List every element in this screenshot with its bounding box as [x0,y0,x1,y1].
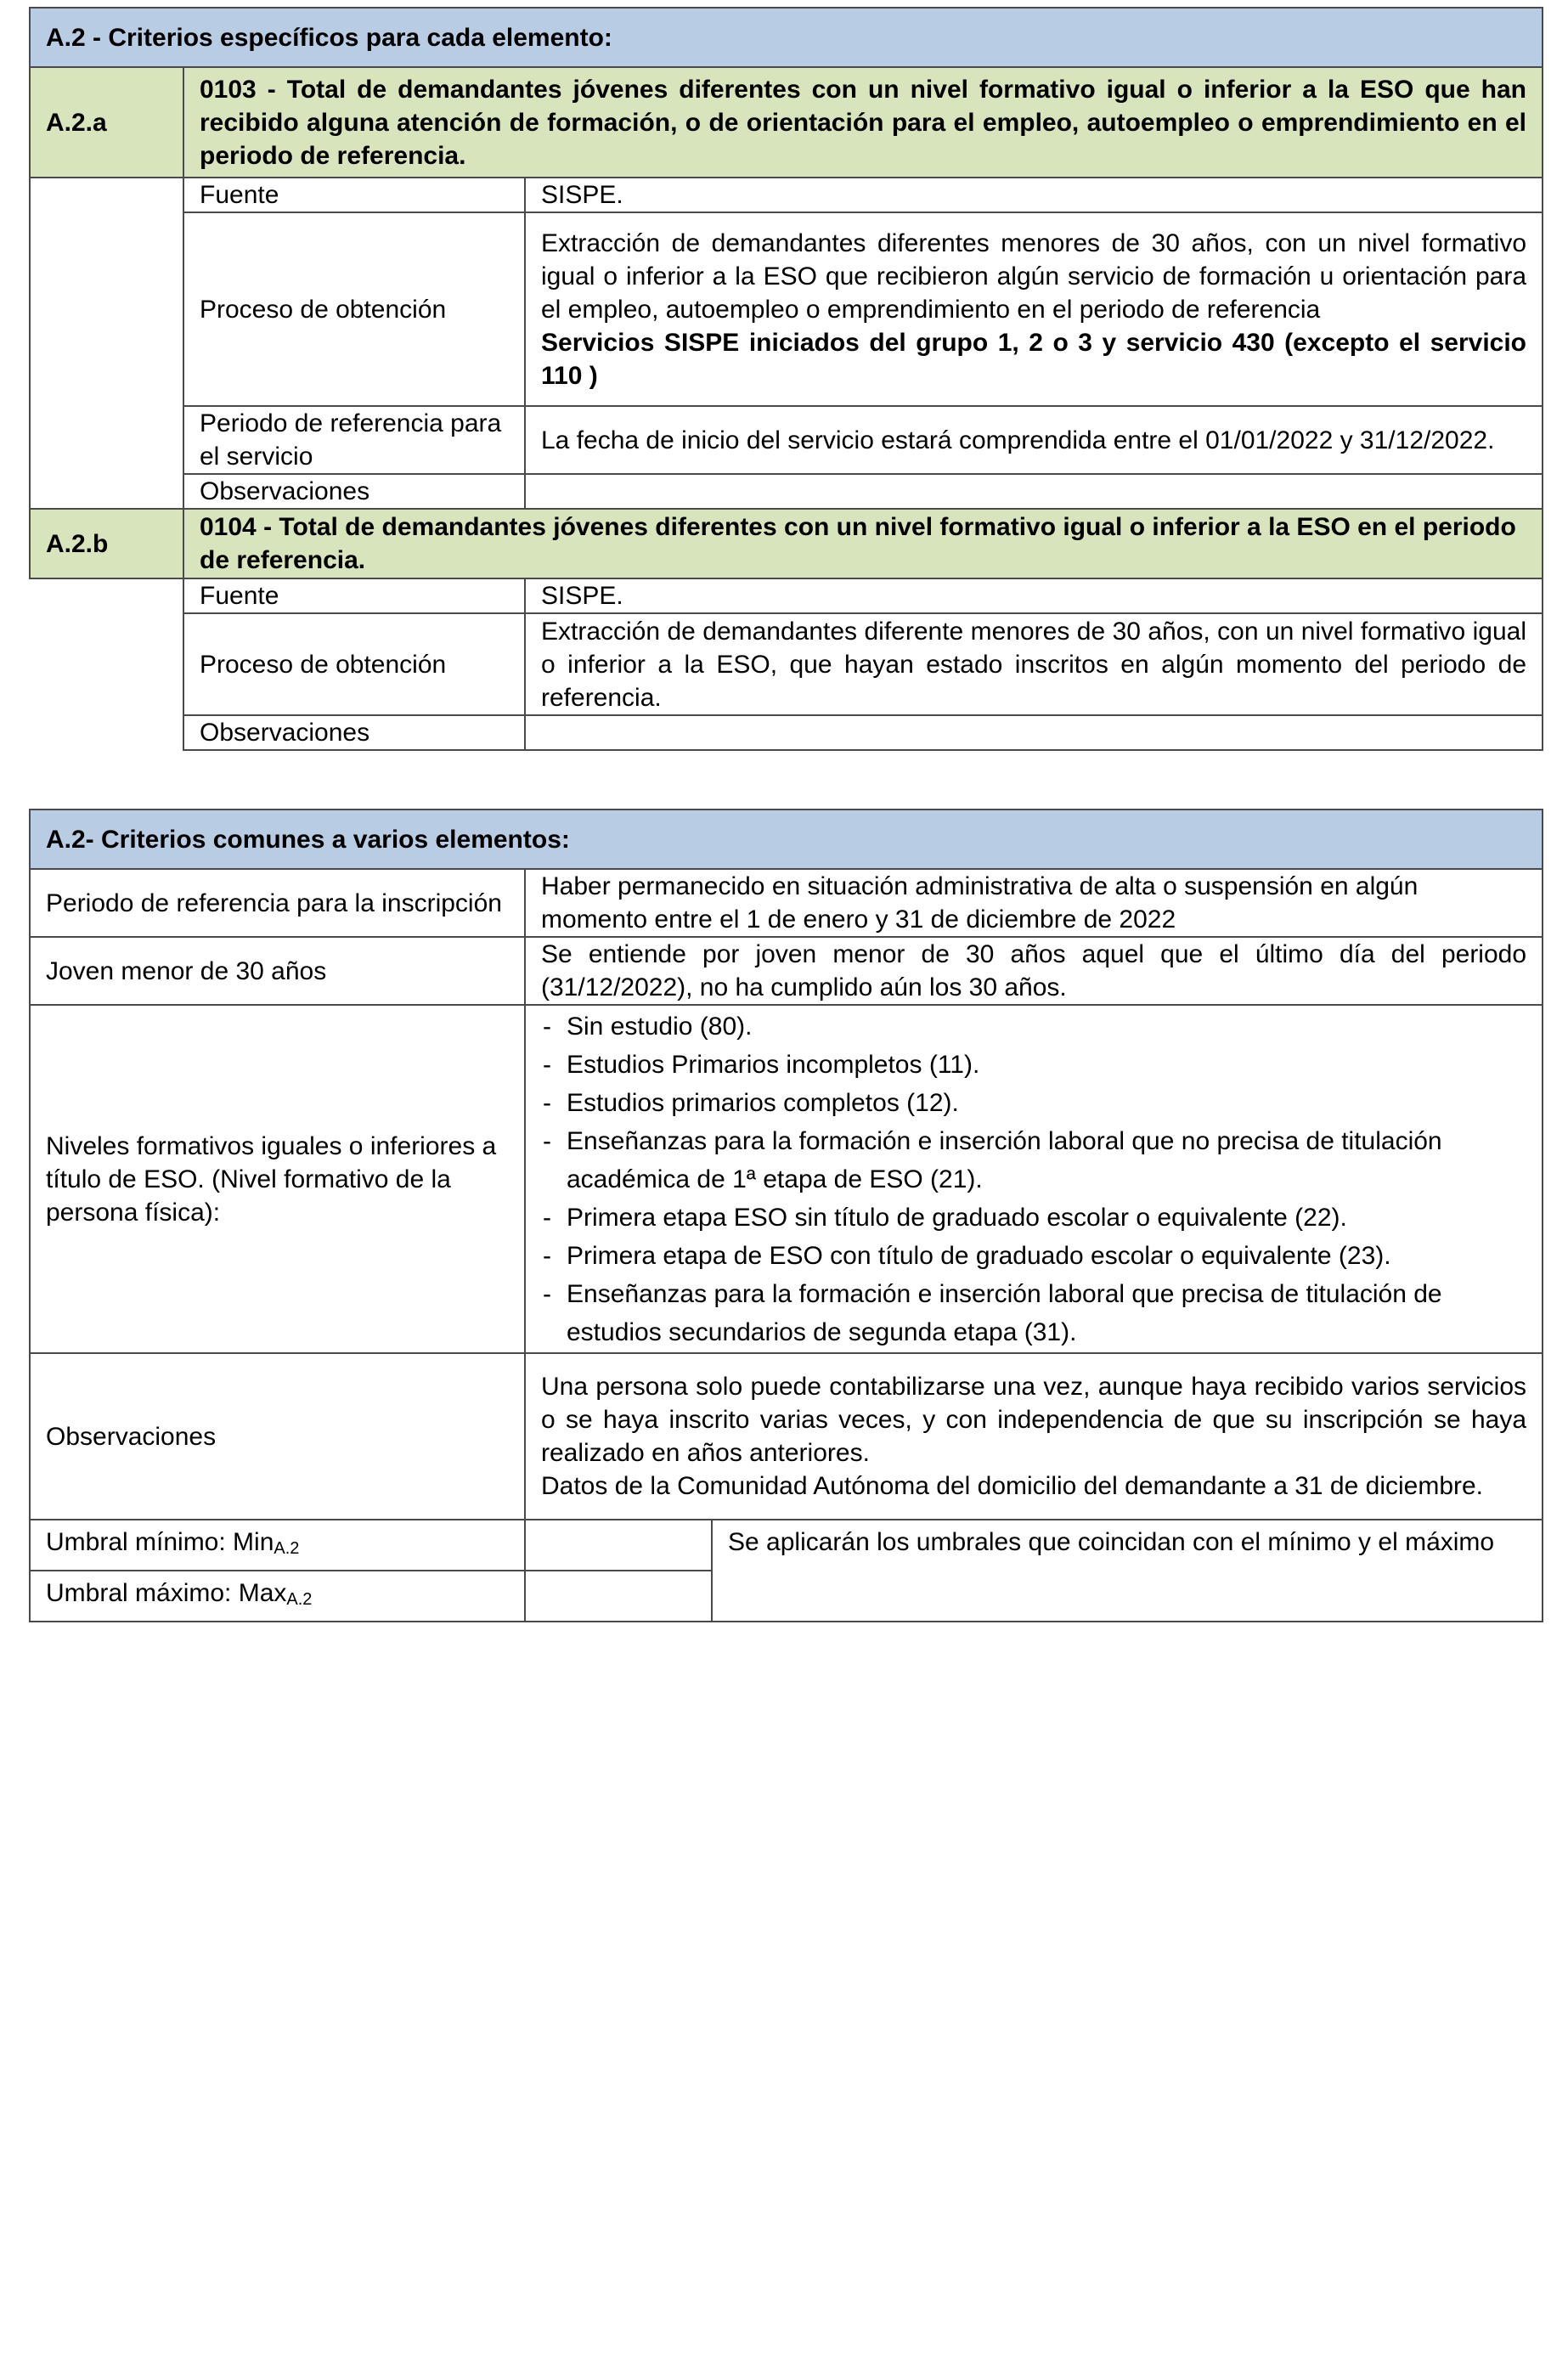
umbral-max-label [30,1571,525,1622]
proceso-label: Proceso de obtención [183,212,525,406]
observaciones-value [525,474,1543,509]
umbral-max-value [525,1571,712,1622]
criterios-comunes-table [29,809,1543,1622]
fuente-value: SISPE. [525,178,1543,212]
fuente-value-b: SISPE. [525,578,1543,613]
observaciones-p2: Datos de la Comunidad Autónoma del domicilio del demandante a 31 de diciembre. [541,1472,1484,1500]
joven-label: Joven menor de 30 años [30,937,525,1005]
list-item: - Sin estudio (80). [541,1007,1526,1046]
proceso-value-b: Extracción de demandantes diferente menores de 30 años, con un nivel formativo igual o inferior a la ESO, que hayan estado inscritos en algún momento del periodo de referencia. [525,613,1543,715]
indent-cell-b [30,578,183,750]
observaciones-value-b [525,715,1543,750]
umbral-min-sub: A.2 [274,1538,300,1558]
list-item: - Primera etapa de ESO con título de graduado escolar o equivalente (23). [541,1237,1526,1275]
observaciones-label-b: Observaciones [183,715,525,750]
list-item: - Estudios primarios completos (12). [541,1084,1526,1122]
periodo-inscripcion-value: Haber permanecido en situación administrativa de alta o suspensión en algún momento entre el 1 de enero y 31 de diciembre de 2022 [525,869,1543,937]
niveles-list [541,1007,1526,1351]
umbral-min-value [525,1520,712,1571]
observaciones-value-2 [525,1353,1543,1520]
periodo-inscripcion-label: Periodo de referencia para la inscripción [30,869,525,937]
fuente-label-b: Fuente [183,578,525,613]
section-title-2: A.2- Criterios comunes a varios elementos: [30,810,1543,869]
umbral-min-text: Umbral mínimo: Min [46,1527,274,1556]
element-heading-b: 0104 - Total de demandantes jóvenes diferentes con un nivel formativo igual o inferior a la ESO en el periodo de referencia. [183,509,1543,578]
criterios-especificos-table [29,7,1543,751]
element-heading-a: 0103 - Total de demandantes jóvenes diferentes con un nivel formativo igual o inferior a la ESO que han recibido alguna atención de formación, o de orientación para el empleo, autoempleo o emprendimiento en el periodo de referencia. [183,67,1543,178]
list-item: - Enseñanzas para la formación e inserción laboral que no precisa de titulación académica de 1ª etapa de ESO (21). [541,1122,1526,1199]
proceso-value [525,212,1543,406]
proceso-text: Extracción de demandantes diferentes menores de 30 años, con un nivel formativo igual o inferior a la ESO que recibieron algún servicio de formación u orientación para el empleo, autoempleo o emprendimiento en el periodo de referencia [541,228,1527,324]
observaciones-label: Observaciones [183,474,525,509]
proceso-label-b: Proceso de obtención [183,613,525,715]
joven-value: Se entiende por joven menor de 30 años aquel que el último día del periodo (31/12/2022), no ha cumplido aún los 30 años. [525,937,1543,1005]
list-item: - Estudios Primarios incompletos (11). [541,1046,1526,1084]
umbral-max-sub: A.2 [286,1589,313,1609]
periodo-label: Periodo de referencia para el servicio [183,406,525,474]
indent-cell [30,178,183,509]
list-item: - Enseñanzas para la formación e inserción laboral que precisa de titulación de estudios secundarios de segunda etapa (31). [541,1275,1526,1351]
umbral-max-text: Umbral máximo: Max [46,1578,287,1607]
niveles-label: Niveles formativos iguales o inferiores a título de ESO. (Nivel formativo de la persona física): [30,1005,525,1353]
element-code-a: A.2.a [30,67,183,178]
section-title: A.2 - Criterios específicos para cada elemento: [30,8,1543,67]
umbral-min-label [30,1520,525,1571]
list-item: - Primera etapa ESO sin título de graduado escolar o equivalente (22). [541,1199,1526,1237]
niveles-list-cell [525,1005,1543,1353]
observaciones-p1: Una persona solo puede contabilizarse una vez, aunque haya recibido varios servicios o se haya inscrito varias veces, y con independencia de que su inscripción se haya realizado en años anteriores. [541,1373,1527,1467]
proceso-servicios: Servicios SISPE iniciados del grupo 1, 2 o 3 y servicio 430 (excepto el servicio 110 ) [541,328,1527,390]
observaciones-label-2: Observaciones [30,1353,525,1520]
umbral-note: Se aplicarán los umbrales que coincidan con el mínimo y el máximo [712,1520,1543,1622]
fuente-label: Fuente [183,178,525,212]
element-code-b: A.2.b [30,509,183,578]
periodo-value: La fecha de inicio del servicio estará comprendida entre el 01/01/2022 y 31/12/2022. [525,406,1543,474]
